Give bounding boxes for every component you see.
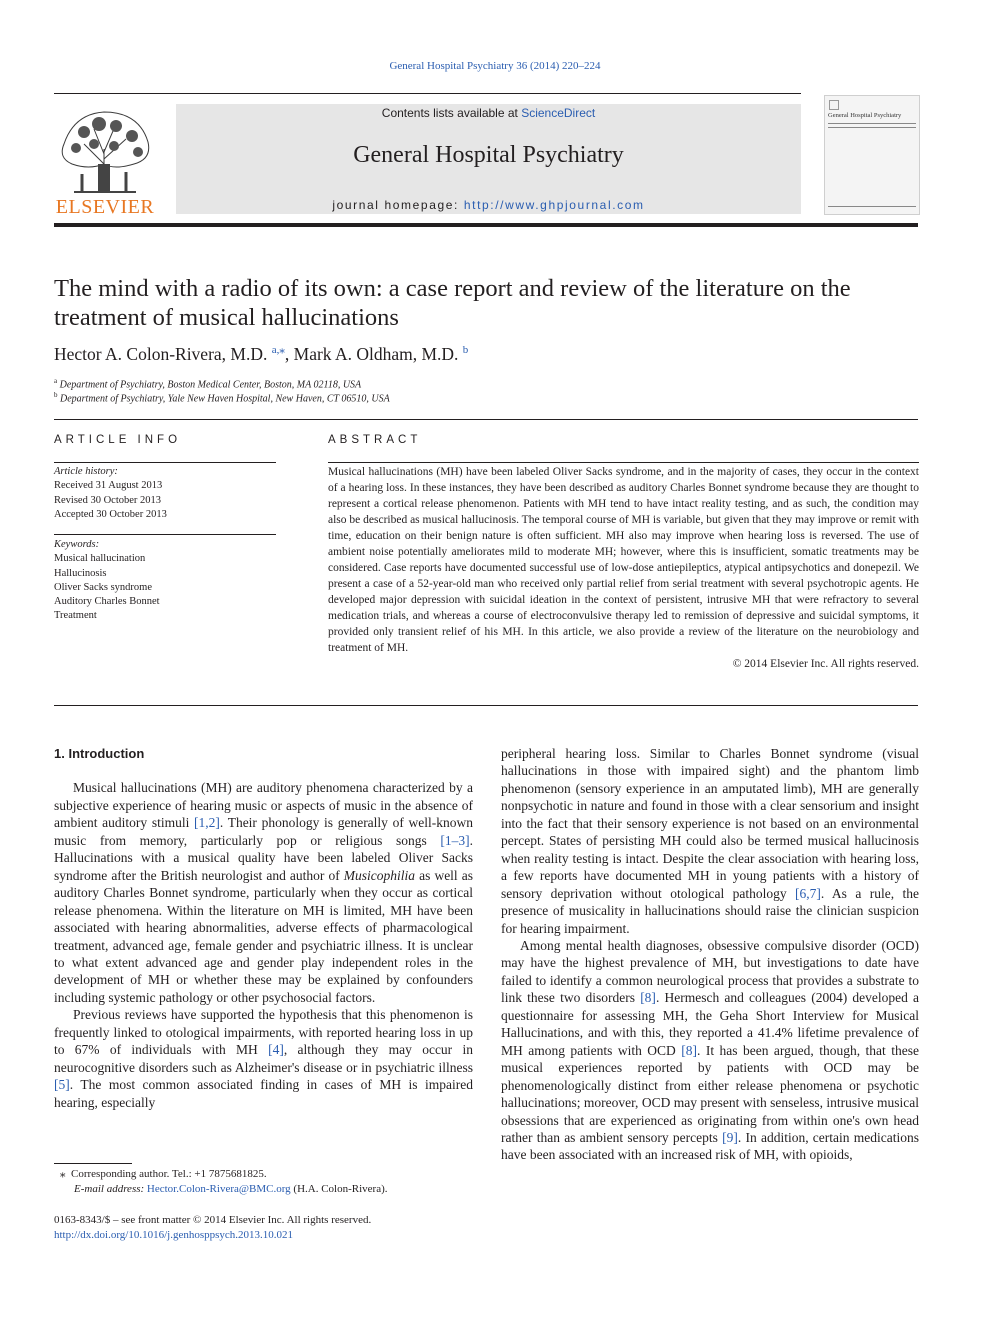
email-suffix: (H.A. Colon-Rivera). — [290, 1183, 388, 1195]
keyword: Hallucinosis — [54, 567, 107, 579]
citation-link[interactable]: [1–3] — [440, 832, 470, 848]
article-info-rule — [54, 534, 276, 535]
keyword: Treatment — [54, 610, 97, 622]
journal-cover-thumbnail[interactable] — [824, 95, 920, 215]
journal-reference[interactable]: General Hospital Psychiatry 36 (2014) 220–224 — [389, 60, 601, 72]
paragraph-text: Previous reviews have supported the hypothesis that this phenomenon is frequently linked to otological impairments, with reported hearing loss in up to 67% of individuals with MH — [54, 1007, 473, 1058]
keywords — [54, 538, 276, 624]
cover-title: General Hospital Psychiatry — [828, 112, 902, 119]
history-entry: Received 31 August 2013 — [54, 480, 163, 492]
author-separator: , — [284, 343, 294, 364]
section-heading: 1. Introduction — [54, 746, 145, 761]
footnote-rule — [54, 1163, 132, 1164]
abstract-copyright: © 2014 Elsevier Inc. All rights reserved. — [732, 658, 919, 670]
citation-link[interactable]: [5] — [54, 1077, 70, 1093]
paragraph — [54, 1006, 473, 1111]
section-rule — [54, 705, 918, 706]
journal-banner — [176, 104, 801, 214]
email-link[interactable]: Hector.Colon-Rivera@BMC.org — [146, 1183, 291, 1195]
article-title — [54, 274, 924, 332]
history-entry: Accepted 30 October 2013 — [54, 508, 167, 520]
author-marks[interactable]: b — [462, 344, 469, 356]
citation-link[interactable]: [4] — [268, 1042, 284, 1058]
paragraph — [501, 745, 919, 937]
abstract — [328, 464, 919, 672]
paragraph-text: Among mental health diagnoses, obsessive compulsive disorder (OCD) may have the highest prevalence of MH, but investigations to date have failed to identify a common neurological process that provides a substrate to link these two disorders — [501, 937, 919, 1006]
article-history-label: Article history: — [54, 466, 118, 477]
citation-link[interactable]: [9] — [722, 1129, 738, 1145]
cover-rule — [828, 127, 916, 128]
corresponding-author-note — [54, 1167, 454, 1197]
homepage-label: journal homepage: — [332, 198, 464, 212]
cover-logo-icon — [829, 100, 839, 110]
paragraph-text: as well as auditory Charles Bonnet syndrome, particularly when they occur as cortical release phenomena. Within the literature on MH is limited, MH have been associated with hearing abnormalities, adverse effects of pharmacological treatment, advanced age, female gender and psychiatric illness. It is unclear to what extent advanced age and gender play independent roles in the development of MH or whether these may be explained by confounders including systemic pathology or other psychosocial factors. — [54, 867, 474, 1005]
abstract-heading: ABSTRACT — [328, 434, 422, 446]
paragraph-text: . As a rule, the presence of musicality in hallucinations should raise the clinician suspicion for hearing impairment. — [501, 885, 919, 936]
keyword: Oliver Sacks syndrome — [54, 581, 152, 593]
paragraph — [54, 779, 473, 1006]
book-title: Musicophilia — [343, 867, 416, 883]
cover-rule — [828, 206, 916, 207]
history-entry: Revised 30 October 2013 — [54, 494, 162, 506]
email-label: E-mail address: — [74, 1183, 147, 1195]
keyword: Auditory Charles Bonnet — [54, 596, 160, 608]
corresponding-line — [54, 1167, 454, 1182]
header-top-rule — [54, 93, 801, 94]
abstract-text: Musical hallucinations (MH) have been labeled Oliver Sacks syndrome, and in the majority of cases, they occur in the context of a hearing loss. In these instances, they have been described as auditory Charles Bonnet syndrome because they are thought to represent a cortical release phenomenon. Patients with MH tend to have intact reality testing, and as such, the condition may also be described as musical hallucinosis. The temporal course of MH is variable, but given that they may improve or remit with time, education on their benign nature is often sufficient. MH also may improve when hearing loss is reversed. The use of ambient noise potentially ameliorates mild to moderate MH; however, where this is insufficient, somatic treatments may be considered. Case reports have documented successful use of low-dose antiepileptics, atypical antipsychotics and donepezil. We present a case of a 52-year-old man who received only partial relief from serial treatment with several psychotropic agents. He developed major depression with suicidal ideation in the context of persistent, intrusive MH that were refractory to several medication trials, and whereas a course of electroconvulsive therapy led to remission of depressive and suicidal symptoms, it provided only transient relief of his MH. In this article, we also provide a review of the literature on the neurobiology and treatment of MH. — [328, 466, 919, 654]
paragraph-text: . In addition, certain medications have been associated with an increased risk of MH, with opioids, — [501, 1129, 920, 1163]
email-line — [54, 1182, 454, 1197]
elsevier-wordmark: ELSEVIER — [55, 196, 155, 218]
contents-prefix: Contents lists available at — [381, 106, 522, 120]
doi-link[interactable]: http://dx.doi.org/10.1016/j.genhosppsych.2013.10.021 — [54, 1229, 294, 1241]
header-thick-rule — [54, 223, 918, 227]
article-info-rule — [54, 462, 276, 463]
homepage-link[interactable]: http://www.ghpjournal.com — [463, 198, 645, 212]
journal-title: General Hospital Psychiatry — [353, 142, 624, 168]
author-marks[interactable]: a,⁎ — [271, 344, 285, 356]
paragraph-text: . Hermesch and colleagues (2004) developed a questionnaire for assessing MH, the Geha Short Interview for Musical Hallucinations, and with this, they reported a 41.4% lifetime prevalence of MH among patients with OCD — [501, 990, 920, 1058]
paragraph-text: . It has been argued, though, that these musical experiences reported by patients with OCD may be phenomenologically distinct from either release phenomena or psychotic hallucinations; moreover, OCD may present with senseless, intrusive musical obsessions that are experienced as originating from within one's own head rather than as ambient sensory percepts — [501, 1042, 919, 1145]
citation-link[interactable]: [8] — [640, 990, 656, 1006]
affiliation-mark: a — [54, 377, 58, 385]
journal-homepage — [176, 198, 801, 212]
body-right-column — [501, 745, 919, 1164]
paragraph-text: , although they may occur in neurocognitive disorders such as Alzheimer's disease or in psychiatric illness — [54, 1042, 473, 1075]
paragraph — [501, 937, 919, 1164]
issn-line: 0163-8343/$ – see front matter © 2014 Elsevier Inc. All rights reserved. — [54, 1214, 372, 1226]
keywords-label: Keywords: — [54, 539, 100, 550]
footnote-mark: ⁎ — [60, 1168, 66, 1180]
contents-line — [176, 106, 801, 120]
author-name[interactable]: Hector A. Colon-Rivera, M.D. — [54, 343, 268, 364]
affiliation-text: Department of Psychiatry, Boston Medical Center, Boston, MA 02118, USA — [59, 379, 362, 391]
author-list — [54, 343, 924, 365]
affiliation — [54, 391, 924, 404]
paragraph-text: peripheral hearing loss. Similar to Charles Bonnet syndrome (visual hallucinations in those with impaired sight) and the phantom limb phenomenon (sensory experience in an amputated limb), MH are generally nonpsychotic in nature and found in those with a clear sensorium and insight into the fact that their sensory experience is not based on an environmental percept. States of persisting MH could also be termed musical hallucinosis when reality testing is intact. Despite the clear association with hearing loss, a few reports have documented MH in young patients with a history of sensory deprivation without otological pathology — [501, 746, 919, 901]
paragraph-text: Musical hallucinations (MH) are auditory phenomena characterized by a subjective experience of hearing music or aspects of music in the absence of ambient auditory stimuli — [54, 780, 473, 831]
paragraph-text: . Hallucinations with a musical quality have been labeled Oliver Sacks syndrome after the British neurologist and author of — [54, 832, 473, 883]
abstract-rule — [328, 462, 919, 463]
section-rule — [54, 419, 918, 420]
citation-link[interactable]: [1,2] — [194, 815, 220, 831]
article-info-heading: ARTICLE INFO — [54, 434, 182, 446]
article-history — [54, 465, 276, 522]
affiliation-mark: b — [54, 391, 58, 399]
paragraph-text: . The most common associated finding in cases of MH is impaired hearing, especially — [54, 1077, 473, 1110]
article-title-line: The mind with a radio of its own: a case report and review of the literature on the — [54, 275, 851, 302]
paragraph-text: . Their phonology is generally of well-known music from memory, particularly pop or religious songs — [54, 815, 474, 848]
keyword: Musical hallucination — [54, 553, 146, 565]
citation-link[interactable]: [6,7] — [795, 885, 821, 901]
affiliation-text: Department of Psychiatry, Yale New Haven Hospital, New Haven, CT 06510, USA — [60, 393, 390, 405]
body-left-column — [54, 745, 473, 1111]
publication-info — [54, 1213, 454, 1243]
cover-rule — [828, 123, 916, 124]
sciencedirect-link[interactable]: ScienceDirect — [521, 106, 596, 120]
citation-link[interactable]: [8] — [681, 1042, 697, 1058]
affiliation — [54, 377, 924, 390]
corresponding-text: Corresponding author. Tel.: +1 7875681825. — [71, 1168, 267, 1180]
author-name[interactable]: Mark A. Oldham, M.D. — [293, 343, 459, 364]
article-title-line: treatment of musical hallucinations — [54, 304, 399, 331]
